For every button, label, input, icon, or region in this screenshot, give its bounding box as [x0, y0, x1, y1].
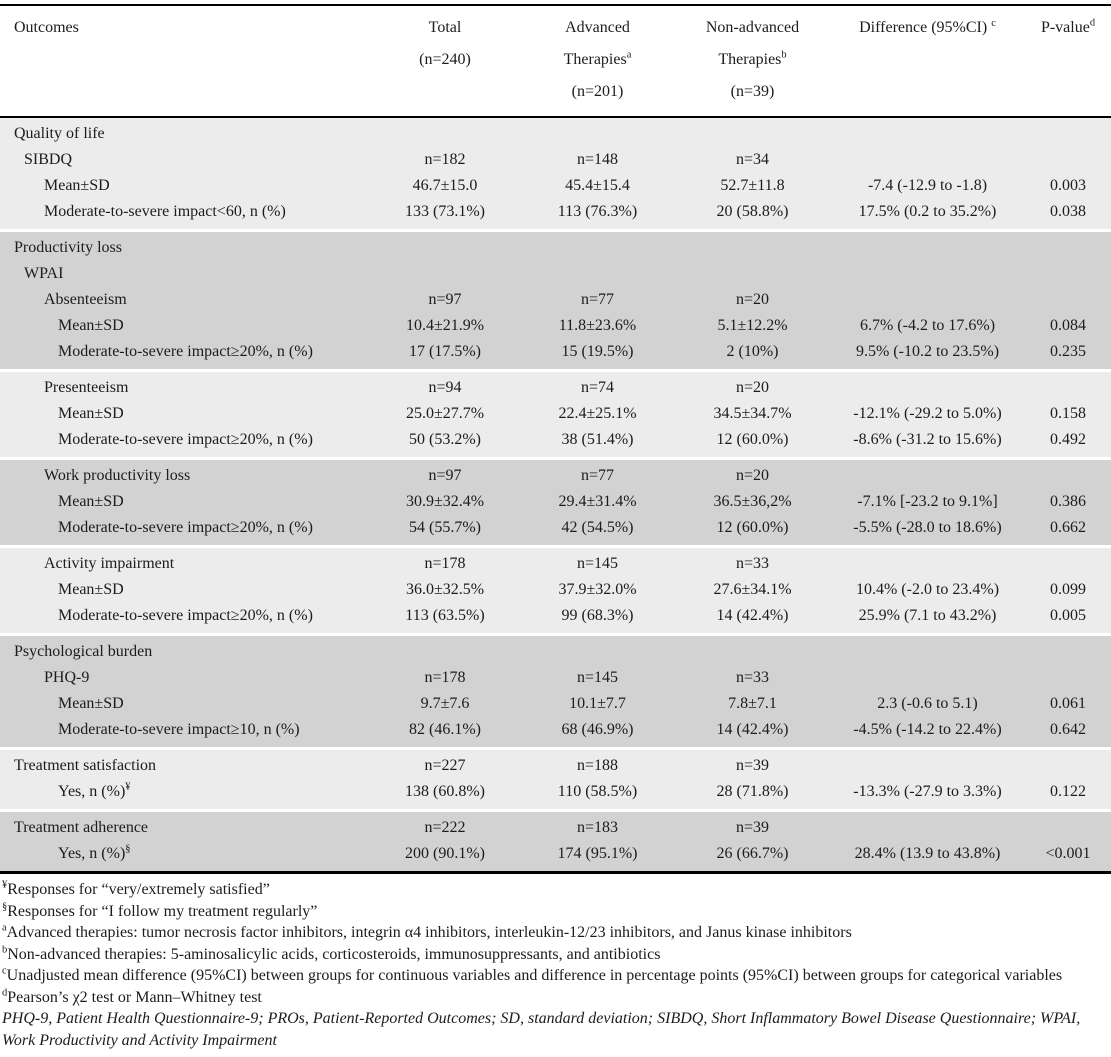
advanced-cell: n=145 [520, 665, 675, 691]
total-cell: 25.0±27.7% [370, 401, 520, 427]
table-row [0, 401, 1111, 427]
row-label: Presenteeism [0, 371, 370, 402]
pvalue-cell: 0.642 [1025, 717, 1111, 749]
pvalue-cell: 0.005 [1025, 603, 1111, 635]
footnote-marker: c [2, 965, 7, 977]
nonadvanced-cell: n=20 [675, 287, 830, 313]
table-row [0, 339, 1111, 371]
total-cell: n=97 [370, 459, 520, 490]
total-cell: 133 (73.1%) [370, 199, 520, 231]
difference-cell: 10.4% (-2.0 to 23.4%) [830, 577, 1025, 603]
pvalue-cell: 0.084 [1025, 313, 1111, 339]
row-label: Moderate-to-severe impact≥10, n (%) [0, 717, 370, 749]
advanced-cell [520, 261, 675, 287]
advanced-cell: n=145 [520, 547, 675, 578]
header-sub-label: (n=201) [571, 83, 624, 100]
footnote: PHQ-9, Patient Health Questionnaire-9; PROs, Patient-Reported Outcomes; SD, standard deviation; SIBDQ, Short Inflammatory Bowel Disease Questionnaire; WPAI, Work Productivity and Activity Impairment [2, 1010, 1081, 1049]
difference-cell: -12.1% (-29.2 to 5.0%) [830, 401, 1025, 427]
total-cell: 17 (17.5%) [370, 339, 520, 371]
header-label: Outcomes [14, 19, 79, 36]
nonadvanced-cell: n=39 [675, 749, 830, 780]
advanced-cell [520, 231, 675, 262]
nonadvanced-cell: 5.1±12.2% [675, 313, 830, 339]
nonadvanced-cell: 14 (42.4%) [675, 717, 830, 749]
row-label: Mean±SD [0, 577, 370, 603]
pvalue-cell [1025, 635, 1111, 666]
advanced-cell [520, 117, 675, 147]
pvalue-cell [1025, 231, 1111, 262]
table-row [0, 459, 1111, 490]
difference-cell [830, 147, 1025, 173]
difference-cell: 2.3 (-0.6 to 5.1) [830, 691, 1025, 717]
total-cell: n=94 [370, 371, 520, 402]
difference-cell [830, 459, 1025, 490]
row-label: Yes, n (%)¥ [0, 779, 370, 811]
pvalue-cell [1025, 287, 1111, 313]
difference-cell [830, 811, 1025, 842]
pvalue-cell: 0.038 [1025, 199, 1111, 231]
table-row [0, 717, 1111, 749]
pvalue-cell [1025, 261, 1111, 287]
header-text: Therapies [563, 51, 627, 68]
nonadvanced-cell [675, 117, 830, 147]
table-row [0, 313, 1111, 339]
total-cell [370, 117, 520, 147]
paper-table-figure [0, 4, 1111, 1057]
nonadvanced-cell: 2 (10%) [675, 339, 830, 371]
row-label: Moderate-to-severe impact≥20%, n (%) [0, 427, 370, 459]
total-cell: n=227 [370, 749, 520, 780]
header-text: Difference (95%CI) [859, 19, 988, 36]
nonadvanced-cell: n=39 [675, 811, 830, 842]
total-cell: n=182 [370, 147, 520, 173]
table-row [0, 779, 1111, 811]
header-label [830, 12, 1025, 44]
table-row [0, 635, 1111, 666]
pvalue-cell: 0.662 [1025, 515, 1111, 547]
pvalue-cell: 0.061 [1025, 691, 1111, 717]
pvalue-cell [1025, 547, 1111, 578]
total-cell: 30.9±32.4% [370, 489, 520, 515]
pvalue-cell: 0.122 [1025, 779, 1111, 811]
advanced-cell: 37.9±32.0% [520, 577, 675, 603]
difference-cell [830, 371, 1025, 402]
footnote-marker: § [125, 843, 131, 855]
advanced-cell: 110 (58.5%) [520, 779, 675, 811]
difference-cell: -5.5% (-28.0 to 18.6%) [830, 515, 1025, 547]
nonadvanced-cell: n=33 [675, 665, 830, 691]
table-row [0, 199, 1111, 231]
pvalue-cell [1025, 811, 1111, 842]
pvalue-cell: 0.235 [1025, 339, 1111, 371]
row-label: Mean±SD [0, 489, 370, 515]
header-label: Total [428, 19, 462, 36]
table-row [0, 665, 1111, 691]
pvalue-cell [1025, 749, 1111, 780]
footnote: $^b$Non-advanced therapies: 5-aminosalicylic acids, corticosteroids, immunosuppressants, and antibiotics [2, 944, 661, 963]
table-row [0, 749, 1111, 780]
footnote-marker: ¥ [125, 781, 131, 793]
nonadvanced-cell: n=33 [675, 547, 830, 578]
nonadvanced-cell: 12 (60.0%) [675, 427, 830, 459]
nonadvanced-cell: 20 (58.8%) [675, 199, 830, 231]
row-label: Moderate-to-severe impact≥20%, n (%) [0, 339, 370, 371]
advanced-cell: 174 (95.1%) [520, 841, 675, 873]
table-row [0, 577, 1111, 603]
row-label: Quality of life [0, 117, 370, 147]
footnote-marker-d: d [1089, 17, 1096, 29]
total-cell: 36.0±32.5% [370, 577, 520, 603]
row-label: Yes, n (%)§ [0, 841, 370, 873]
total-cell: n=178 [370, 665, 520, 691]
header-label: Non-advanced [705, 19, 800, 36]
difference-cell: 9.5% (-10.2 to 23.5%) [830, 339, 1025, 371]
total-cell: 9.7±7.6 [370, 691, 520, 717]
pvalue-cell [1025, 665, 1111, 691]
table-row [0, 231, 1111, 262]
total-cell [370, 261, 520, 287]
advanced-cell: n=77 [520, 287, 675, 313]
nonadvanced-cell: n=20 [675, 459, 830, 490]
advanced-cell: n=148 [520, 147, 675, 173]
nonadvanced-cell: 36.5±36,2% [675, 489, 830, 515]
footnote-marker-a: a [626, 49, 632, 61]
advanced-cell: n=74 [520, 371, 675, 402]
difference-cell [830, 261, 1025, 287]
pvalue-cell [1025, 117, 1111, 147]
table-row [0, 147, 1111, 173]
pvalue-cell [1025, 459, 1111, 490]
total-cell: 10.4±21.9% [370, 313, 520, 339]
nonadvanced-cell: 12 (60.0%) [675, 515, 830, 547]
footnote-marker: d [2, 987, 8, 999]
difference-cell: -4.5% (-14.2 to 22.4%) [830, 717, 1025, 749]
nonadvanced-cell: 27.6±34.1% [675, 577, 830, 603]
column-header-advanced-therapies [520, 6, 675, 117]
column-header-total [370, 6, 520, 117]
advanced-cell: 68 (46.9%) [520, 717, 675, 749]
advanced-cell: 113 (76.3%) [520, 199, 675, 231]
nonadvanced-cell: 52.7±11.8 [675, 173, 830, 199]
difference-cell: 25.9% (7.1 to 43.2%) [830, 603, 1025, 635]
advanced-cell: n=183 [520, 811, 675, 842]
difference-cell [830, 231, 1025, 262]
difference-cell [830, 547, 1025, 578]
table-row [0, 117, 1111, 147]
advanced-cell: n=77 [520, 459, 675, 490]
table-row [0, 691, 1111, 717]
advanced-cell: 42 (54.5%) [520, 515, 675, 547]
table-row [0, 841, 1111, 873]
pvalue-cell: 0.099 [1025, 577, 1111, 603]
header-text: P-value [1040, 19, 1090, 36]
column-header-difference [830, 6, 1025, 117]
row-label: Treatment satisfaction [0, 749, 370, 780]
row-label: Mean±SD [0, 313, 370, 339]
header-label [520, 44, 675, 76]
advanced-cell: 11.8±23.6% [520, 313, 675, 339]
header-sub-label: (n=240) [419, 51, 471, 68]
row-label: Activity impairment [0, 547, 370, 578]
header-sub-label: (n=39) [730, 83, 775, 100]
table-row [0, 515, 1111, 547]
table-row [0, 371, 1111, 402]
footnote-marker: b [2, 944, 8, 956]
footnotes-block [0, 874, 1111, 1057]
total-cell: n=178 [370, 547, 520, 578]
footnote-marker-b: b [781, 49, 787, 61]
table-row [0, 811, 1111, 842]
row-label: Treatment adherence [0, 811, 370, 842]
advanced-cell: 45.4±15.4 [520, 173, 675, 199]
row-label: WPAI [0, 261, 370, 287]
table-header [0, 6, 1111, 117]
table-body [0, 117, 1111, 873]
total-cell: 50 (53.2%) [370, 427, 520, 459]
difference-cell: -7.4 (-12.9 to -1.8) [830, 173, 1025, 199]
nonadvanced-cell: n=34 [675, 147, 830, 173]
advanced-cell: 22.4±25.1% [520, 401, 675, 427]
difference-cell: 17.5% (0.2 to 35.2%) [830, 199, 1025, 231]
row-label: Mean±SD [0, 691, 370, 717]
row-label: Mean±SD [0, 401, 370, 427]
nonadvanced-cell [675, 635, 830, 666]
table-row [0, 261, 1111, 287]
total-cell: 46.7±15.0 [370, 173, 520, 199]
header-label [675, 44, 830, 76]
difference-cell: -13.3% (-27.9 to 3.3%) [830, 779, 1025, 811]
difference-cell [830, 749, 1025, 780]
row-label: SIBDQ [0, 147, 370, 173]
table-row [0, 287, 1111, 313]
footnote-marker: a [2, 922, 7, 934]
nonadvanced-cell: 34.5±34.7% [675, 401, 830, 427]
row-label: Work productivity loss [0, 459, 370, 490]
pvalue-cell: <0.001 [1025, 841, 1111, 873]
footnote-marker-c: c [991, 17, 996, 29]
difference-cell [830, 117, 1025, 147]
pvalue-cell: 0.003 [1025, 173, 1111, 199]
nonadvanced-cell [675, 231, 830, 262]
nonadvanced-cell [675, 261, 830, 287]
pvalue-cell: 0.386 [1025, 489, 1111, 515]
advanced-cell: 38 (51.4%) [520, 427, 675, 459]
nonadvanced-cell: 26 (66.7%) [675, 841, 830, 873]
difference-cell [830, 665, 1025, 691]
difference-cell: 6.7% (-4.2 to 17.6%) [830, 313, 1025, 339]
footnote: $^c$Unadjusted mean difference (95%CI) between groups for continuous variables and difference in percentage points (95%CI) between groups for categorical variables [2, 965, 1063, 984]
outcomes-table [0, 6, 1111, 874]
header-label: Advanced [565, 19, 630, 36]
difference-cell: 28.4% (13.9 to 43.8%) [830, 841, 1025, 873]
advanced-cell: 10.1±7.7 [520, 691, 675, 717]
nonadvanced-cell: 28 (71.8%) [675, 779, 830, 811]
nonadvanced-cell: 14 (42.4%) [675, 603, 830, 635]
total-cell: 138 (60.8%) [370, 779, 520, 811]
row-label: Moderate-to-severe impact≥20%, n (%) [0, 603, 370, 635]
row-label: Psychological burden [0, 635, 370, 666]
header-row [0, 6, 1111, 117]
advanced-cell: 15 (19.5%) [520, 339, 675, 371]
footnote-marker: § [2, 901, 8, 913]
row-label: PHQ-9 [0, 665, 370, 691]
difference-cell: -8.6% (-31.2 to 15.6%) [830, 427, 1025, 459]
row-label: Moderate-to-severe impact≥20%, n (%) [0, 515, 370, 547]
column-header-pvalue [1025, 6, 1111, 117]
footnote-marker: ¥ [2, 879, 8, 891]
footnote: §Responses for “I follow my treatment regularly” [2, 901, 318, 920]
pvalue-cell: 0.158 [1025, 401, 1111, 427]
row-label: Absenteeism [0, 287, 370, 313]
pvalue-cell: 0.492 [1025, 427, 1111, 459]
footnote: $^d$Pearson’s χ2 test or Mann–Whitney test [2, 987, 262, 1006]
total-cell: 82 (46.1%) [370, 717, 520, 749]
pvalue-cell [1025, 371, 1111, 402]
advanced-cell: n=188 [520, 749, 675, 780]
footnote: ¥Responses for “very/extremely satisfied” [2, 879, 270, 898]
row-label: Productivity loss [0, 231, 370, 262]
total-cell: n=97 [370, 287, 520, 313]
difference-cell: -7.1% [-23.2 to 9.1%] [830, 489, 1025, 515]
difference-cell [830, 635, 1025, 666]
table-row [0, 603, 1111, 635]
pvalue-cell [1025, 147, 1111, 173]
difference-cell [830, 287, 1025, 313]
total-cell [370, 635, 520, 666]
total-cell [370, 231, 520, 262]
nonadvanced-cell: n=20 [675, 371, 830, 402]
table-row [0, 547, 1111, 578]
header-text: Therapies [718, 51, 782, 68]
column-header-nonadvanced-therapies [675, 6, 830, 117]
header-label [1025, 12, 1111, 44]
column-header-outcomes [0, 6, 370, 117]
total-cell: 54 (55.7%) [370, 515, 520, 547]
row-label: Moderate-to-severe impact<60, n (%) [0, 199, 370, 231]
nonadvanced-cell: 7.8±7.1 [675, 691, 830, 717]
table-row [0, 489, 1111, 515]
advanced-cell [520, 635, 675, 666]
total-cell: 200 (90.1%) [370, 841, 520, 873]
advanced-cell: 29.4±31.4% [520, 489, 675, 515]
table-row [0, 427, 1111, 459]
total-cell: 113 (63.5%) [370, 603, 520, 635]
advanced-cell: 99 (68.3%) [520, 603, 675, 635]
row-label: Mean±SD [0, 173, 370, 199]
footnote: $^a$Advanced therapies: tumor necrosis factor inhibitors, integrin α4 inhibitors, interleukin-12/23 inhibitors, and Janus kinase inhibitors [2, 922, 852, 941]
total-cell: n=222 [370, 811, 520, 842]
table-row [0, 173, 1111, 199]
